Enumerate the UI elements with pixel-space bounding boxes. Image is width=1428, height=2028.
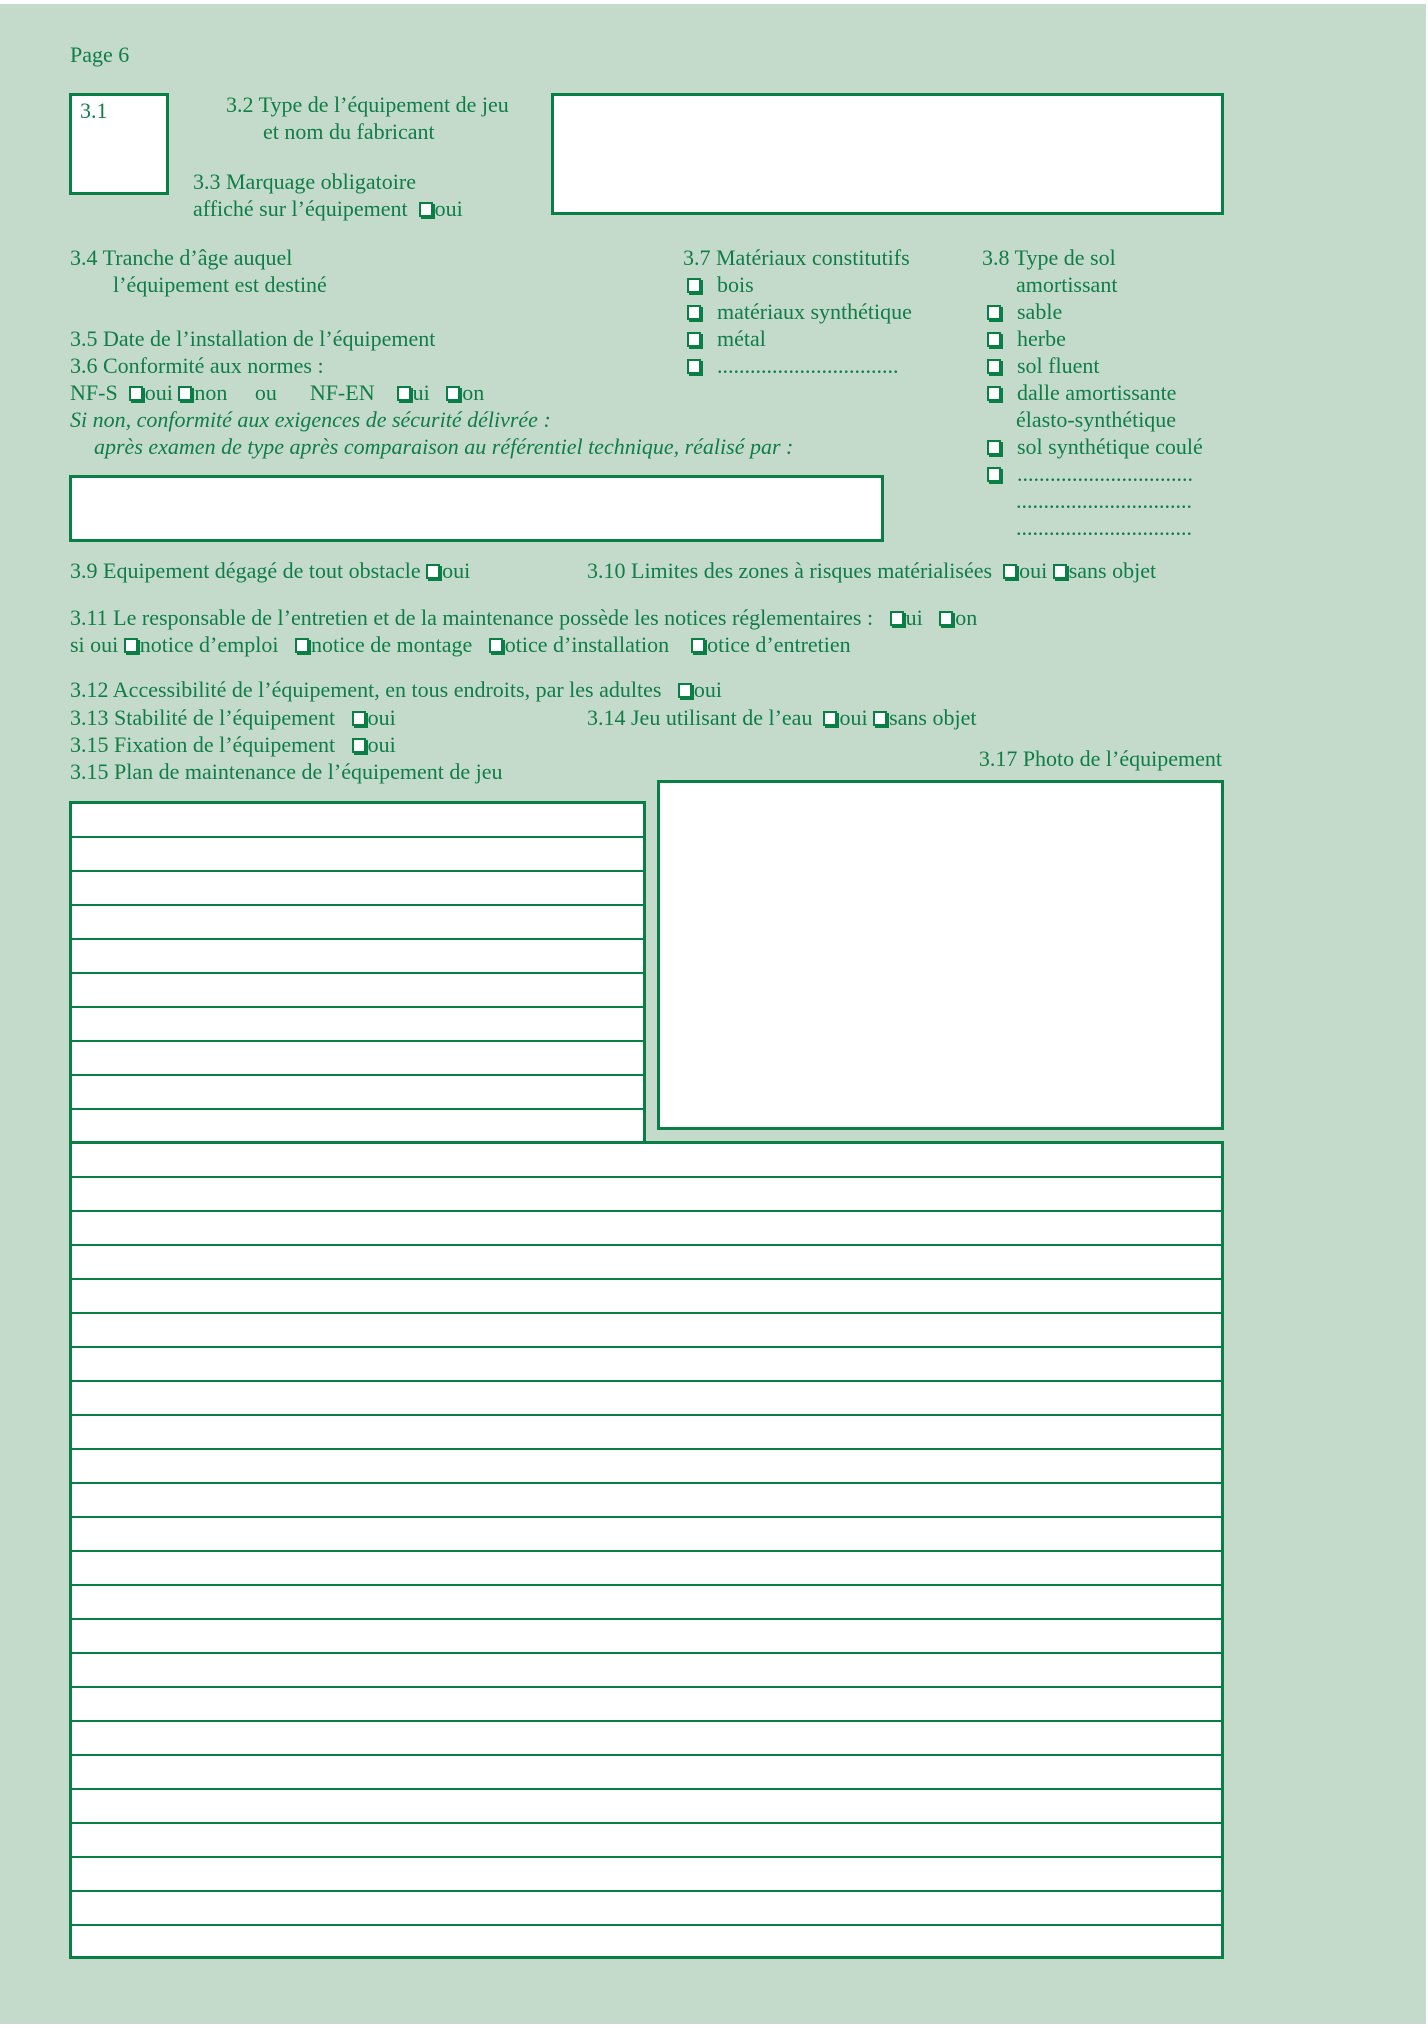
- plan-line[interactable]: [72, 1518, 1221, 1552]
- nfs-label: NF-S: [70, 380, 118, 405]
- plan-line[interactable]: [72, 1722, 1221, 1756]
- plan-line[interactable]: [72, 1348, 1221, 1382]
- s315a-row: [70, 732, 396, 758]
- checkbox-s315a-oui[interactable]: [352, 738, 366, 753]
- si-non-text: Si non, conformité aux exigences de sécurité délivrée :: [70, 407, 551, 432]
- plan-line[interactable]: [72, 1824, 1221, 1858]
- checkbox-material-3[interactable]: [687, 359, 701, 374]
- checkbox-s311-oui[interactable]: [890, 611, 904, 626]
- notice-entretien-label: otice d’entretien: [707, 632, 851, 657]
- s34-label-2: l’équipement est destiné: [113, 272, 327, 297]
- s33-row: [193, 196, 463, 222]
- floor-item: [987, 299, 1062, 325]
- plan-line[interactable]: [72, 1314, 1221, 1348]
- dalle-label-2: élasto-synthétique: [1016, 407, 1177, 432]
- page-label: Page 6: [70, 42, 130, 67]
- checkbox-s310-sans-objet[interactable]: [1053, 564, 1067, 579]
- checkbox-nfs-oui[interactable]: [129, 386, 143, 401]
- material-item: [687, 299, 912, 325]
- checkbox-s311-non[interactable]: [939, 611, 953, 626]
- s37-label: 3.7 Matériaux constitutifs: [683, 245, 910, 270]
- si-oui-label: si oui: [70, 632, 119, 657]
- plan-line[interactable]: [72, 1484, 1221, 1518]
- s39-row: [70, 558, 470, 584]
- material-item-label: métal: [717, 326, 766, 351]
- s310-row: [587, 558, 1156, 584]
- dots-line-2: ................................: [1016, 488, 1192, 513]
- nfen-non-label: on: [462, 380, 485, 405]
- s33-label-2: affiché sur l’équipement: [193, 196, 408, 221]
- material-item: [687, 272, 754, 298]
- checkbox-floor-2[interactable]: [987, 359, 1001, 374]
- s33-oui-label: oui: [434, 196, 463, 221]
- s315b-label: 3.15 Plan de maintenance de l’équipement de jeu: [70, 759, 503, 784]
- nfs-oui-label: oui: [144, 380, 173, 405]
- s313-oui-label: oui: [367, 705, 396, 730]
- notice-montage-label: notice de montage: [310, 632, 473, 657]
- checkbox-nfen-non[interactable]: [446, 386, 460, 401]
- checkbox-material-0[interactable]: [687, 278, 701, 293]
- s311-oui-label: ui: [905, 605, 923, 630]
- plan-line[interactable]: [72, 1552, 1221, 1586]
- checkbox-s310-oui[interactable]: [1003, 564, 1017, 579]
- s312-row: [70, 677, 722, 703]
- checkbox-floor-3[interactable]: [987, 386, 1001, 401]
- photo-field[interactable]: [657, 780, 1224, 1130]
- plan-line[interactable]: [72, 1688, 1221, 1722]
- nfen-label: NF-EN: [309, 380, 375, 405]
- notice-emploi-label: notice d’emploi: [139, 632, 279, 657]
- ou-label: ou: [254, 380, 277, 405]
- field-3-1-label: 3.1: [80, 98, 108, 123]
- s34-label: 3.4 Tranche d’âge auquel: [70, 245, 293, 270]
- s311-label: 3.11 Le responsable de l’entretien et de la maintenance possède les notices réglementaires :: [70, 605, 874, 630]
- s38-label-2: amortissant: [1016, 272, 1118, 297]
- plan-line[interactable]: [72, 1178, 1221, 1212]
- s35-label: 3.5 Date de l’installation de l’équipement: [70, 326, 436, 351]
- checkbox-notice-entretien[interactable]: [691, 638, 705, 653]
- checkbox-floor-1[interactable]: [987, 332, 1001, 347]
- maintenance-plan-lines-top[interactable]: [69, 801, 646, 1144]
- s36-norms-row: [70, 380, 484, 406]
- s32-label-2: et nom du fabricant: [263, 119, 435, 144]
- s317-label: 3.17 Photo de l’équipement: [978, 746, 1222, 771]
- field-3-1[interactable]: [69, 93, 169, 195]
- floor-item-label: ................................: [1017, 461, 1193, 486]
- s310-label: 3.10 Limites des zones à risques matérialisées: [587, 558, 993, 583]
- s314-label: 3.14 Jeu utilisant de l’eau: [587, 705, 813, 730]
- checkbox-s312-oui[interactable]: [678, 683, 692, 698]
- s311-non-label: on: [955, 605, 978, 630]
- s39-label: 3.9 Equipement dégagé de tout obstacle: [70, 558, 421, 583]
- plan-line[interactable]: [72, 974, 643, 1008]
- checkbox-notice-installation[interactable]: [489, 638, 503, 653]
- plan-line[interactable]: [72, 1620, 1221, 1654]
- s36-label: 3.6 Conformité aux normes :: [70, 353, 324, 378]
- floor-item: [987, 380, 1176, 406]
- s315a-label: 3.15 Fixation de l’équipement: [70, 732, 336, 757]
- s39-oui-label: oui: [442, 558, 471, 583]
- s313-row: [70, 705, 396, 731]
- s32-label: 3.2 Type de l’équipement de jeu: [226, 92, 509, 117]
- nfen-oui-label: ui: [412, 380, 430, 405]
- s311-row: [70, 605, 977, 631]
- s314-sans-label: sans objet: [889, 705, 977, 730]
- floor-item: [987, 353, 1100, 379]
- plan-line[interactable]: [72, 1586, 1221, 1620]
- s38-label: 3.8 Type de sol: [982, 245, 1116, 270]
- plan-line[interactable]: [72, 1110, 643, 1144]
- checkbox-s33-oui[interactable]: [419, 202, 433, 217]
- s312-oui-label: oui: [693, 677, 723, 702]
- material-item-label: bois: [717, 272, 754, 297]
- floor-item-label: sol synthétique coulé: [1017, 434, 1203, 459]
- plan-line[interactable]: [72, 1008, 643, 1042]
- floor-item-label: herbe: [1017, 326, 1066, 351]
- s312-label: 3.12 Accessibilité de l’équipement, en tous endroits, par les adultes: [70, 677, 662, 702]
- plan-line[interactable]: [72, 1382, 1221, 1416]
- plan-line[interactable]: [72, 1926, 1221, 1960]
- plan-line[interactable]: [72, 1858, 1221, 1892]
- plan-line[interactable]: [72, 838, 643, 872]
- maintenance-plan-lines[interactable]: [69, 1141, 1224, 1959]
- s33-label: 3.3 Marquage obligatoire: [193, 169, 416, 194]
- s314-oui-label: oui: [839, 705, 868, 730]
- plan-line[interactable]: [72, 804, 643, 838]
- material-item: [687, 326, 766, 352]
- checkbox-floor-0[interactable]: [987, 305, 1001, 320]
- form-page: [0, 4, 1426, 2024]
- floor-item: [987, 434, 1203, 460]
- notice-installation-label: otice d’installation: [504, 632, 670, 657]
- checkbox-s39-oui[interactable]: [426, 564, 440, 579]
- material-item-label: matériaux synthétique: [717, 299, 912, 324]
- checkbox-notice-montage[interactable]: [295, 638, 309, 653]
- apres-text: après examen de type après comparaison au référentiel technique, réalisé par :: [94, 434, 794, 459]
- floor-item: [987, 461, 1193, 487]
- s310-sans-label: sans objet: [1068, 558, 1157, 583]
- plan-line[interactable]: [72, 1450, 1221, 1484]
- dots-line-3: ................................: [1016, 515, 1192, 540]
- checkbox-nfs-non[interactable]: [178, 386, 192, 401]
- material-item-label: .................................: [717, 353, 899, 378]
- plan-line[interactable]: [72, 1280, 1221, 1314]
- checkbox-s314-sans-objet[interactable]: [873, 711, 887, 726]
- floor-item-label: sol fluent: [1017, 353, 1100, 378]
- s313-label: 3.13 Stabilité de l’équipement: [70, 705, 336, 730]
- floor-item-label: dalle amortissante: [1017, 380, 1177, 405]
- plan-line[interactable]: [72, 1654, 1221, 1688]
- plan-line[interactable]: [72, 1042, 643, 1076]
- plan-line[interactable]: [72, 1416, 1221, 1450]
- plan-line[interactable]: [72, 1790, 1221, 1824]
- checkbox-material-2[interactable]: [687, 332, 701, 347]
- floor-item: [987, 326, 1066, 352]
- plan-line[interactable]: [72, 1076, 643, 1110]
- plan-line[interactable]: [72, 1246, 1221, 1280]
- plan-line[interactable]: [72, 906, 643, 940]
- checkbox-floor-4[interactable]: [987, 440, 1001, 455]
- s314-row: [587, 705, 976, 731]
- plan-line[interactable]: [72, 1212, 1221, 1246]
- nfs-non-label: non: [194, 380, 228, 405]
- plan-line[interactable]: [72, 1892, 1221, 1926]
- checkbox-nfen-oui[interactable]: [397, 386, 411, 401]
- s311-notices-row: [70, 632, 851, 658]
- plan-line[interactable]: [72, 1144, 1221, 1178]
- checkbox-s313-oui[interactable]: [352, 711, 366, 726]
- plan-line[interactable]: [72, 940, 643, 974]
- equipment-type-field[interactable]: [551, 93, 1224, 215]
- s315a-oui-label: oui: [367, 732, 396, 757]
- checkbox-notice-emploi[interactable]: [124, 638, 138, 653]
- checkbox-material-1[interactable]: [687, 305, 701, 320]
- checkbox-s314-oui[interactable]: [823, 711, 837, 726]
- plan-line[interactable]: [72, 1756, 1221, 1790]
- material-item: [687, 353, 899, 379]
- realise-par-field[interactable]: [69, 475, 884, 542]
- floor-item-label: sable: [1017, 299, 1063, 324]
- plan-line[interactable]: [72, 872, 643, 906]
- checkbox-floor-5[interactable]: [987, 467, 1001, 482]
- s310-oui-label: oui: [1019, 558, 1048, 583]
